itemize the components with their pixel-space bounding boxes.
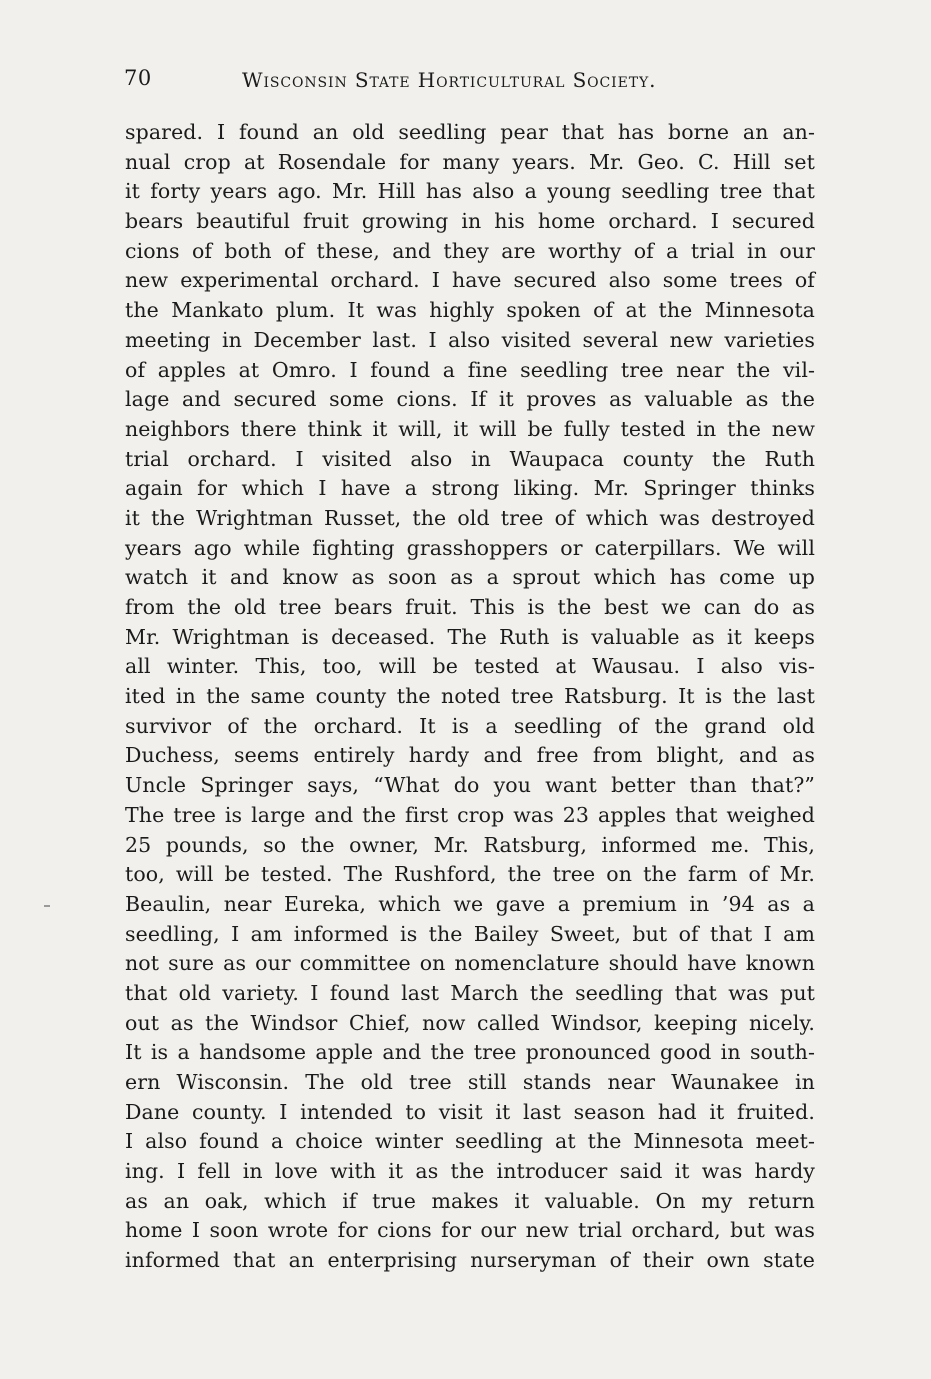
text-line: ited in the same county the noted tree Ratsburg. It is the last (125, 684, 815, 709)
text-line: that old variety. I found last March the seedling that was put (125, 980, 815, 1005)
running-title: Wisconsin State Horticultural Society. (242, 68, 657, 92)
text-line: meeting in December last. I also visited several new varieties (125, 327, 815, 352)
text-line: too, will be tested. The Rushford, the tree on the farm of Mr. (125, 862, 815, 887)
text-line: it the Wrightman Russet, the old tree of which was destroyed (125, 505, 815, 530)
text-line: years ago while fighting grasshoppers or caterpillars. We will (125, 535, 815, 560)
text-line: out as the Windsor Chief, now called Windsor, keeping nicely. (125, 1010, 815, 1035)
text-line: from the old tree bears fruit. This is the best we can do as (125, 595, 815, 619)
text-line: of apples at Omro. I found a fine seedling tree near the vil- (125, 357, 815, 382)
text-line: ing. I fell in love with it as the introducer said it was hardy (125, 1159, 815, 1184)
running-head (124, 66, 824, 96)
text-line: Mr. Wrightman is deceased. The Ruth is valuable as it keeps (125, 624, 815, 649)
text-line: spared. I found an old seedling pear that has borne an an- (125, 120, 815, 144)
text-line: nual crop at Rosendale for many years. Mr. Geo. C. Hill set (125, 149, 815, 174)
text-line: not sure as our committee on nomenclature should have known (125, 951, 815, 976)
text-line: Beaulin, near Eureka, which we gave a premium in ’94 as a (125, 891, 815, 916)
text-line: bears beautiful fruit growing in his home orchard. I secured (125, 209, 815, 234)
text-line: seedling, I am informed is the Bailey Sweet, but of that I am (125, 921, 815, 946)
text-line: new experimental orchard. I have secured also some trees of (125, 268, 815, 293)
text-line: all winter. This, too, will be tested at Wausau. I also vis- (125, 654, 815, 679)
text-line: The tree is large and the first crop was 23 apples that weighed (125, 802, 815, 827)
text-line: neighbors there think it will, it will be fully tested in the new (125, 416, 815, 441)
text-line: as an oak, which if true makes it valuable. On my return (125, 1188, 815, 1213)
text-line: informed that an enterprising nurseryman of their own state (125, 1248, 815, 1273)
text-line: the Mankato plum. It was highly spoken of at the Minnesota (125, 298, 815, 323)
text-line: lage and secured some cions. If it proves as valuable as the (125, 387, 815, 412)
text-line: Duchess, seems entirely hardy and free from blight, and as (125, 743, 815, 768)
page-number: 70 (124, 66, 152, 90)
text-line: survivor of the orchard. It is a seedling of the grand old (125, 713, 815, 738)
text-line: cions of both of these, and they are worthy of a trial in our (125, 238, 815, 263)
text-line: watch it and know as soon as a sprout which has come up (125, 565, 815, 590)
text-line: again for which I have a strong liking. Mr. Springer thinks (125, 476, 815, 501)
text-line: it forty years ago. Mr. Hill has also a young seedling tree that (125, 179, 815, 204)
text-line: trial orchard. I visited also in Waupaca county the Ruth (125, 446, 815, 471)
margin-mark (44, 905, 50, 907)
text-line: It is a handsome apple and the tree pronounced good in south- (125, 1040, 815, 1065)
text-line: 25 pounds, so the owner, Mr. Ratsburg, informed me. This, (125, 832, 815, 857)
body-paragraph (125, 118, 815, 1276)
text-line: I also found a choice winter seedling at the Minnesota meet- (125, 1129, 815, 1154)
text-line: Uncle Springer says, “What do you want better than that?” (125, 773, 815, 798)
text-line: home I soon wrote for cions for our new trial orchard, but was (125, 1218, 815, 1243)
text-line: ern Wisconsin. The old tree still stands near Waunakee in (125, 1070, 815, 1094)
text-line: Dane county. I intended to visit it last season had it fruited. (125, 1099, 815, 1124)
